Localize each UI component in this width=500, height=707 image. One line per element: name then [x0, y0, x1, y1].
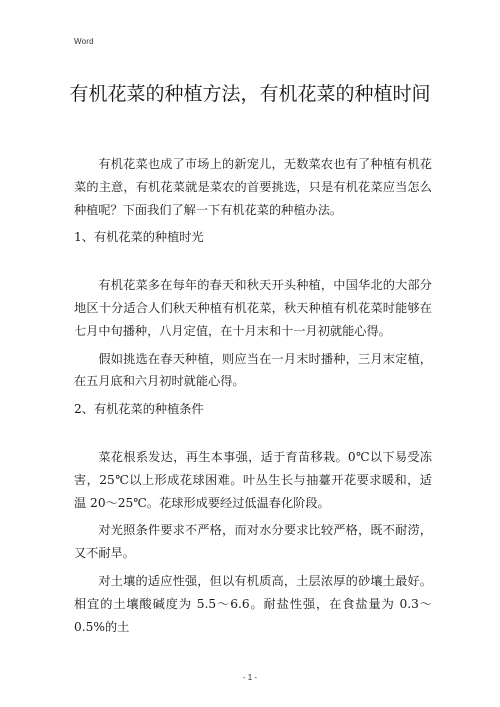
- section-heading: 1、有机花菜的种植时光: [74, 230, 204, 245]
- page-number: - 1 -: [242, 673, 258, 682]
- body-paragraph: 假如挑选在春天种植，则应当在一月末时播种，三月末定植，在五月底和六月初时就能心得。: [74, 351, 432, 389]
- document-body: [74, 153, 432, 643]
- section-heading: 2、有机花菜的种植条件: [74, 402, 204, 417]
- body-paragraph: 有机花菜多在每年的春天和秋天开头种植，中国华北的大部分地区十分适合人们秋天种植有机花菜，秋天种植有机花菜时能够在七月中旬播种，八月定值，在十月末和十一月初就能心得。: [74, 278, 432, 338]
- body-paragraph: 有机花菜也成了市场上的新宠儿，无数菜农也有了种植有机花菜的主意，有机花菜就是菜农的首要挑选，只是有机花菜应当怎么种植呢？下面我们了解一下有机花菜的种植办法。: [74, 157, 432, 217]
- document-title: 有机花菜的种植方法，有机花菜的种植时间: [69, 83, 431, 105]
- body-paragraph: 对土壤的适应性强，但以有机质高，土层浓厚的砂壤土最好。相宜的土壤酸碱度为 5.5～6.6。耐盐性强，在食盐量为 0.3～0.5%的土: [74, 573, 432, 634]
- body-paragraph: 菜花根系发达，再生本事强，适于育苗移栽。0℃以下易受冻害，25℃以上形成花球困难。叶丛生长与抽薹开花要求暖和，适温 20～25℃。花球形成要经过低温春化阶段。: [74, 449, 432, 510]
- body-paragraph: 对光照条件要求不严格，而对水分要求比较严格，既不耐涝，又不耐旱。: [74, 523, 432, 561]
- header-label: Word: [74, 37, 94, 46]
